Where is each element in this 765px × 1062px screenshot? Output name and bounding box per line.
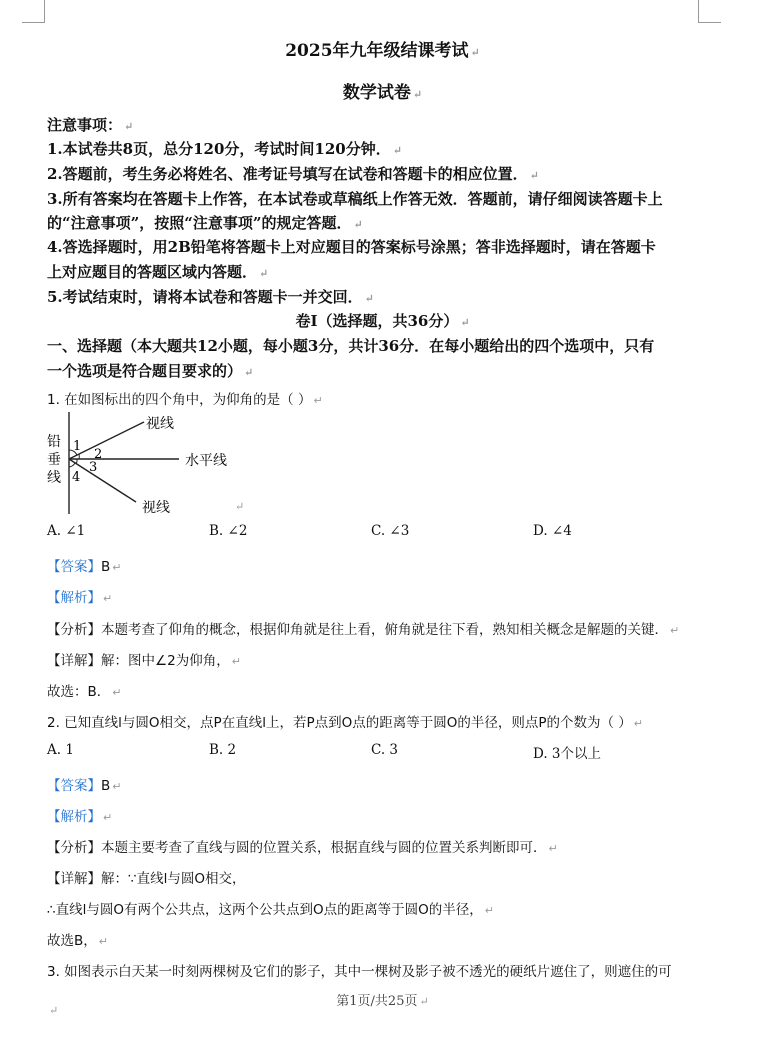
sight-label-bottom: 视线 xyxy=(142,500,170,516)
question-2-analysis-tag: 【解析】 ↵ xyxy=(47,809,113,825)
volume-heading: 卷Ⅰ（选择题，共36分） ↵ xyxy=(295,312,470,330)
question-2-answer: 【答案】B ↵ xyxy=(47,778,122,794)
question-1-detail: 【详解】解：图中∠2为仰角， ↵ xyxy=(47,653,241,669)
question-1-conclusion: 故选：B． ↵ xyxy=(47,684,122,700)
question-2-stem: 2. 已知直线l与圆O相交，点P在直线l上，若P点到O点的距离等于圆O的半径，则点P的个数为（ ） ↵ xyxy=(47,715,643,731)
section-heading: 一个选项是符合题目要求的） ↵ xyxy=(47,362,254,380)
question-1-analysis-tag: 【解析】 ↵ xyxy=(47,590,113,606)
notice-item: 1.本试卷共8页，总分120分，考试时间120分钟． ↵ xyxy=(47,140,402,158)
question-2-conclusion: 故选B， ↵ xyxy=(47,933,108,949)
angle-label-1: 1 xyxy=(73,439,82,454)
paragraph-mark: ↵ xyxy=(235,500,245,513)
section-heading: 一、选择题（本大题共12小题，每小题3分，共计36分．在每小题给出的四个选项中，只有 xyxy=(47,337,655,355)
notice-item: 5.考试结束时，请将本试卷和答题卡一并交回． ↵ xyxy=(47,288,374,306)
horizontal-label: 水平线 xyxy=(185,453,227,469)
option-b: B. ∠2 xyxy=(209,523,248,539)
option-b: B. 2 xyxy=(209,742,237,758)
angle-figure xyxy=(44,410,254,518)
option-a: A. 1 xyxy=(47,742,74,758)
notice-item: 上对应题目的答题区域内答题． ↵ xyxy=(47,263,269,281)
question-3-stem: 3. 如图表示白天某一时刻两棵树及它们的影子，其中一棵树及影子被不透光的硬纸片遮住了，则遮住的可 xyxy=(47,964,672,980)
notice-item: 的“注意事项”，按照“注意事项”的规定答题． ↵ xyxy=(47,214,363,232)
option-d: D. ∠4 xyxy=(533,523,572,539)
question-2-detail-2: ∴直线l与圆O有两个公共点，这两个公共点到O点的距离等于圆O的半径， ↵ xyxy=(47,902,494,918)
page-footer: 第1页/共25页 ↵ xyxy=(336,994,429,1009)
angle-arc-4 xyxy=(69,463,75,467)
question-1-fenxi: 【分析】本题考查了仰角的概念，根据仰角就是往上看，俯角就是往下看，熟知相关概念是解题的关键． ↵ xyxy=(47,622,680,638)
crop-mark-top-right xyxy=(698,0,721,23)
plumb-label-char: 垂 xyxy=(47,452,61,468)
exam-title: 2025年九年级结课考试 ↵ xyxy=(285,41,480,61)
option-c: C. ∠3 xyxy=(371,523,410,539)
crop-mark-top-left xyxy=(22,0,45,23)
exam-subtitle: 数学试卷 ↵ xyxy=(342,83,423,103)
notice-item: 2.答题前，考生务必将姓名、准考证号填写在试卷和答题卡的相应位置． ↵ xyxy=(47,165,539,183)
sight-label-top: 视线 xyxy=(146,416,174,432)
question-1-answer: 【答案】B ↵ xyxy=(47,559,122,575)
notice-item: 3.所有答案均在答题卡上作答，在本试卷或草稿纸上作答无效．答题前，请仔细阅读答题卡上 xyxy=(47,190,663,208)
notice-heading: 注意事项： ↵ xyxy=(47,116,134,134)
angle-arc-3 xyxy=(76,459,77,464)
plumb-label-char: 线 xyxy=(47,470,61,486)
question-1-stem: 1. 在如图标出的四个角中，为仰角的是（ ） ↵ xyxy=(47,392,323,408)
option-a: A. ∠1 xyxy=(47,523,86,539)
option-c: C. 3 xyxy=(371,742,399,758)
angle-label-3: 3 xyxy=(89,460,98,475)
paragraph-mark: ↵ xyxy=(49,1004,59,1017)
question-2-fenxi: 【分析】本题主要考查了直线与圆的位置关系，根据直线与圆的位置关系判断即可． ↵ xyxy=(47,840,558,856)
angle-label-4: 4 xyxy=(72,470,81,485)
angle-label-2: 2 xyxy=(94,447,103,462)
question-2-detail: 【详解】解：∵直线l与圆O相交， xyxy=(47,871,246,887)
plumb-label-char: 铅 xyxy=(47,434,61,450)
option-d: D. 3个以上 xyxy=(533,746,602,762)
notice-item: 4.答选择题时，用2B铅笔将答题卡上对应题目的答案标号涂黑；答非选择题时，请在答题卡 xyxy=(47,238,656,256)
